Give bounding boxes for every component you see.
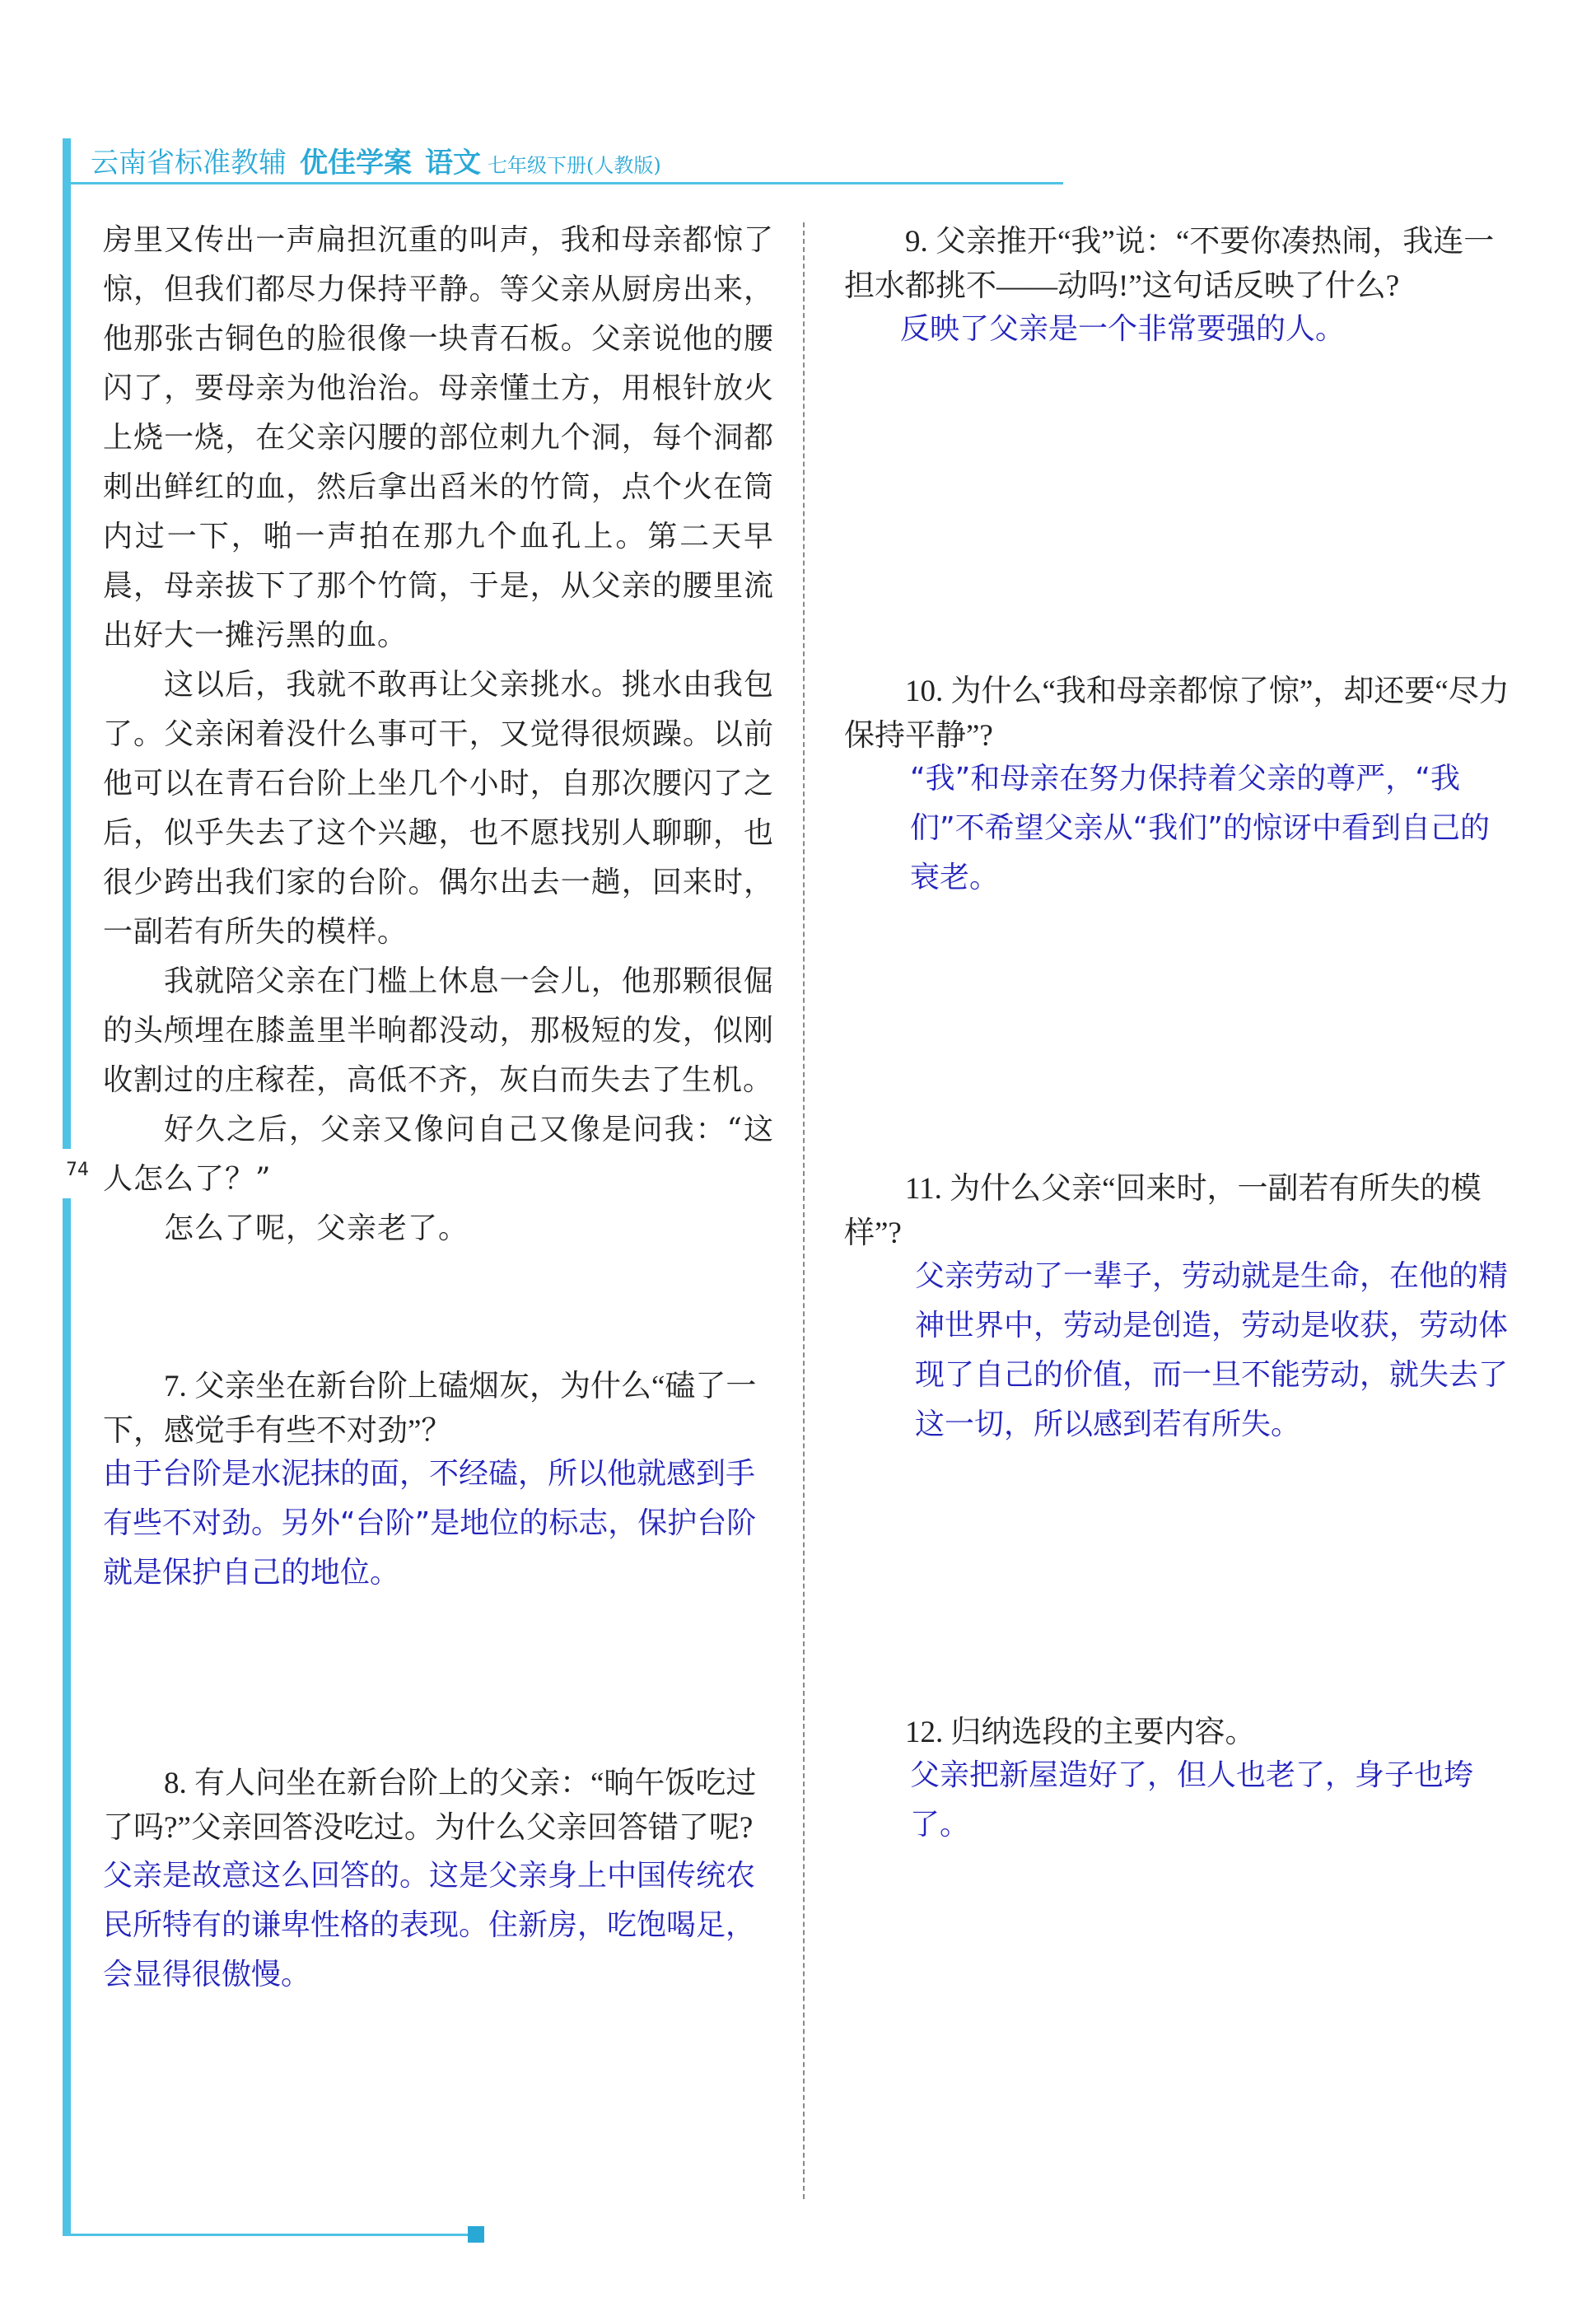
subject-label: 语文 bbox=[425, 147, 481, 180]
answer-text: 父亲是故意这么回答的。这是父亲身上中国传统农民所特有的谦卑性格的表现。住新房，吃饱喝足，会显得很傲慢。 bbox=[103, 1859, 756, 1991]
header-rule bbox=[63, 182, 1063, 184]
question-text: 9. 父亲推开“我”说：“不要你凑热闹，我连一担水都挑不——动吗!”这句话反映了什么? bbox=[844, 225, 1495, 303]
book-title: 优佳学案 bbox=[300, 147, 412, 180]
footer-marker bbox=[468, 2226, 484, 2243]
question-9 bbox=[844, 216, 1511, 354]
answer-text: 父亲劳动了一辈子，劳动就是生命，在他的精神世界中，劳动是创造，劳动是收获，劳动体现了自己的价值，而一旦不能劳动，就失去了这一切，所以感到若有所失。 bbox=[915, 1259, 1509, 1441]
grade-label: 七年级下册(人教版) bbox=[488, 154, 661, 177]
question-11 bbox=[844, 1163, 1511, 1450]
column-divider bbox=[803, 222, 805, 2199]
passage-paragraph: 这以后，我就不敢再让父亲挑水。挑水由我包了。父亲闲着没什么事可干，又觉得很烦躁。以前他可以在青石台阶上坐几个小时，自那次腰闪了之后，似乎失去了这个兴趣，也不愿找别人聊聊，也很少跨出我们家的台阶。偶尔出去一趟，回来时，一副若有所失的模样。 bbox=[103, 668, 774, 949]
question-7 bbox=[103, 1361, 774, 1598]
passage-paragraph: 怎么了呢，父亲老了。 bbox=[164, 1212, 469, 1245]
passage-paragraph: 房里又传出一声扁担沉重的叫声，我和母亲都惊了惊，但我们都尽力保持平静。等父亲从厨房出来，他那张古铜色的脸很像一块青石板。父亲说他的腰闪了，要母亲为他治治。母亲懂土方，用根针放火上烧一烧，在父亲闪腰的部位刺九个洞，每个洞都刺出鲜红的血，然后拿出舀米的竹筒，点个火在筒内过一下，啪一声拍在那九个血孔上。第二天早晨，母亲拔下了那个竹筒，于是，从父亲的腰里流出好大一摊污黑的血。 bbox=[103, 223, 774, 652]
passage-paragraph: 好久之后，父亲又像问自己又像是问我：“这人怎么了？” bbox=[103, 1113, 774, 1196]
question-text: 11. 为什么父亲“回来时，一副若有所失的模样”? bbox=[844, 1172, 1482, 1250]
question-text: 8. 有人问坐在新台阶上的父亲：“晌午饭吃过了吗?”父亲回答没吃过。为什么父亲回答错了呢? bbox=[103, 1767, 757, 1845]
page-header bbox=[91, 140, 661, 180]
question-8 bbox=[103, 1758, 774, 2000]
passage-paragraph: 我就陪父亲在门槛上休息一会儿，他那颗很倔的头颅埋在膝盖里半晌都没动，那极短的发，似刚收割过的庄稼茬，高低不齐，灰白而失去了生机。 bbox=[103, 964, 774, 1097]
question-12 bbox=[844, 1706, 1511, 1850]
question-text: 10. 为什么“我和母亲都惊了惊”，却还要“尽力保持平静”? bbox=[844, 675, 1510, 753]
answer-text: 反映了父亲是一个非常要强的人。 bbox=[900, 312, 1346, 346]
passage-column bbox=[103, 216, 774, 1254]
page-number: 74 bbox=[66, 1160, 89, 1180]
answer-text: 由于台阶是水泥抹的面，不经磕，所以他就感到手有些不对劲。另外“台阶”是地位的标志，保护台阶就是保护自己的地位。 bbox=[103, 1457, 757, 1590]
answer-text: “我”和母亲在努力保持着父亲的尊严，“我们”不希望父亲从“我们”的惊讶中看到自己的衰老。 bbox=[910, 762, 1490, 894]
footer-rule bbox=[63, 2234, 474, 2236]
question-10 bbox=[844, 665, 1511, 903]
series-title: 云南省标准教辅 bbox=[91, 147, 287, 180]
answer-text: 父亲把新屋造好了，但人也老了，身子也垮了。 bbox=[910, 1758, 1474, 1842]
question-text: 7. 父亲坐在新台阶上磕烟灰，为什么“磕了一下，感觉手有些不对劲”？ bbox=[103, 1370, 757, 1448]
question-text: 12. 归纳选段的主要内容。 bbox=[905, 1716, 1256, 1749]
